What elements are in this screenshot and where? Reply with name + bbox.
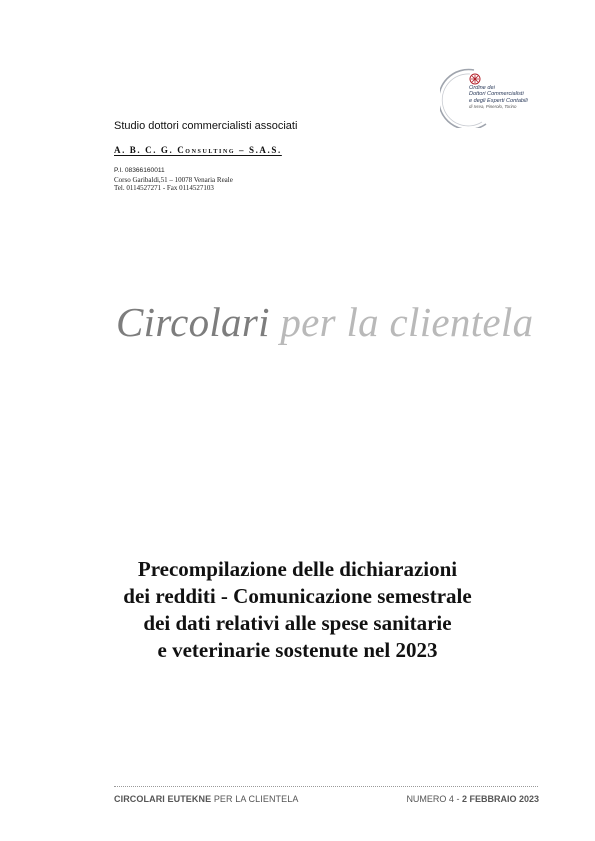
firm-name: A. B. C. G. Consulting – S.A.S.	[114, 145, 282, 155]
logo-line: Ordine dei	[469, 85, 495, 91]
banner-part-2: per la clientela	[280, 299, 534, 345]
document-title	[60, 556, 535, 664]
footer-divider	[114, 786, 538, 787]
firm-info	[114, 167, 233, 193]
logo-line: di Ivrea, Pinerolo, Torino	[469, 104, 517, 110]
address: Corso Garibaldi,51 – 10078 Venaria Reale	[114, 175, 233, 184]
title-line: dei dati relativi alle spese sanitarie	[143, 611, 452, 635]
footer-tail: PER LA CLIENTELA	[213, 794, 299, 804]
footer-issue	[406, 794, 539, 804]
footer-brand: CIRCOLARI EUTEKNE	[114, 794, 212, 804]
footer-number: NUMERO 4 -	[406, 794, 460, 804]
banner-title	[116, 298, 533, 346]
studio-name: Studio dottori commercialisti associati	[114, 120, 298, 132]
logo-line: e degli Esperti Contabili	[469, 97, 528, 104]
footer-date: 2 FEBBRAIO 2023	[461, 794, 539, 804]
title-line: Precompilazione delle dichiarazioni	[137, 557, 458, 581]
title-line: dei redditi - Comunicazione semestrale	[123, 584, 472, 608]
title-line: e veterinarie sostenute nel 2023	[157, 638, 438, 662]
banner-part-1: Circolari	[116, 299, 270, 345]
footer-publication	[114, 794, 298, 804]
logo-text	[469, 85, 528, 111]
phone-fax: Tel. 0114527271 - Fax 0114527103	[114, 184, 214, 193]
vat-number: P.I. 08366160011	[114, 167, 165, 174]
logo-line: Dottori Commercialisti	[469, 91, 524, 98]
